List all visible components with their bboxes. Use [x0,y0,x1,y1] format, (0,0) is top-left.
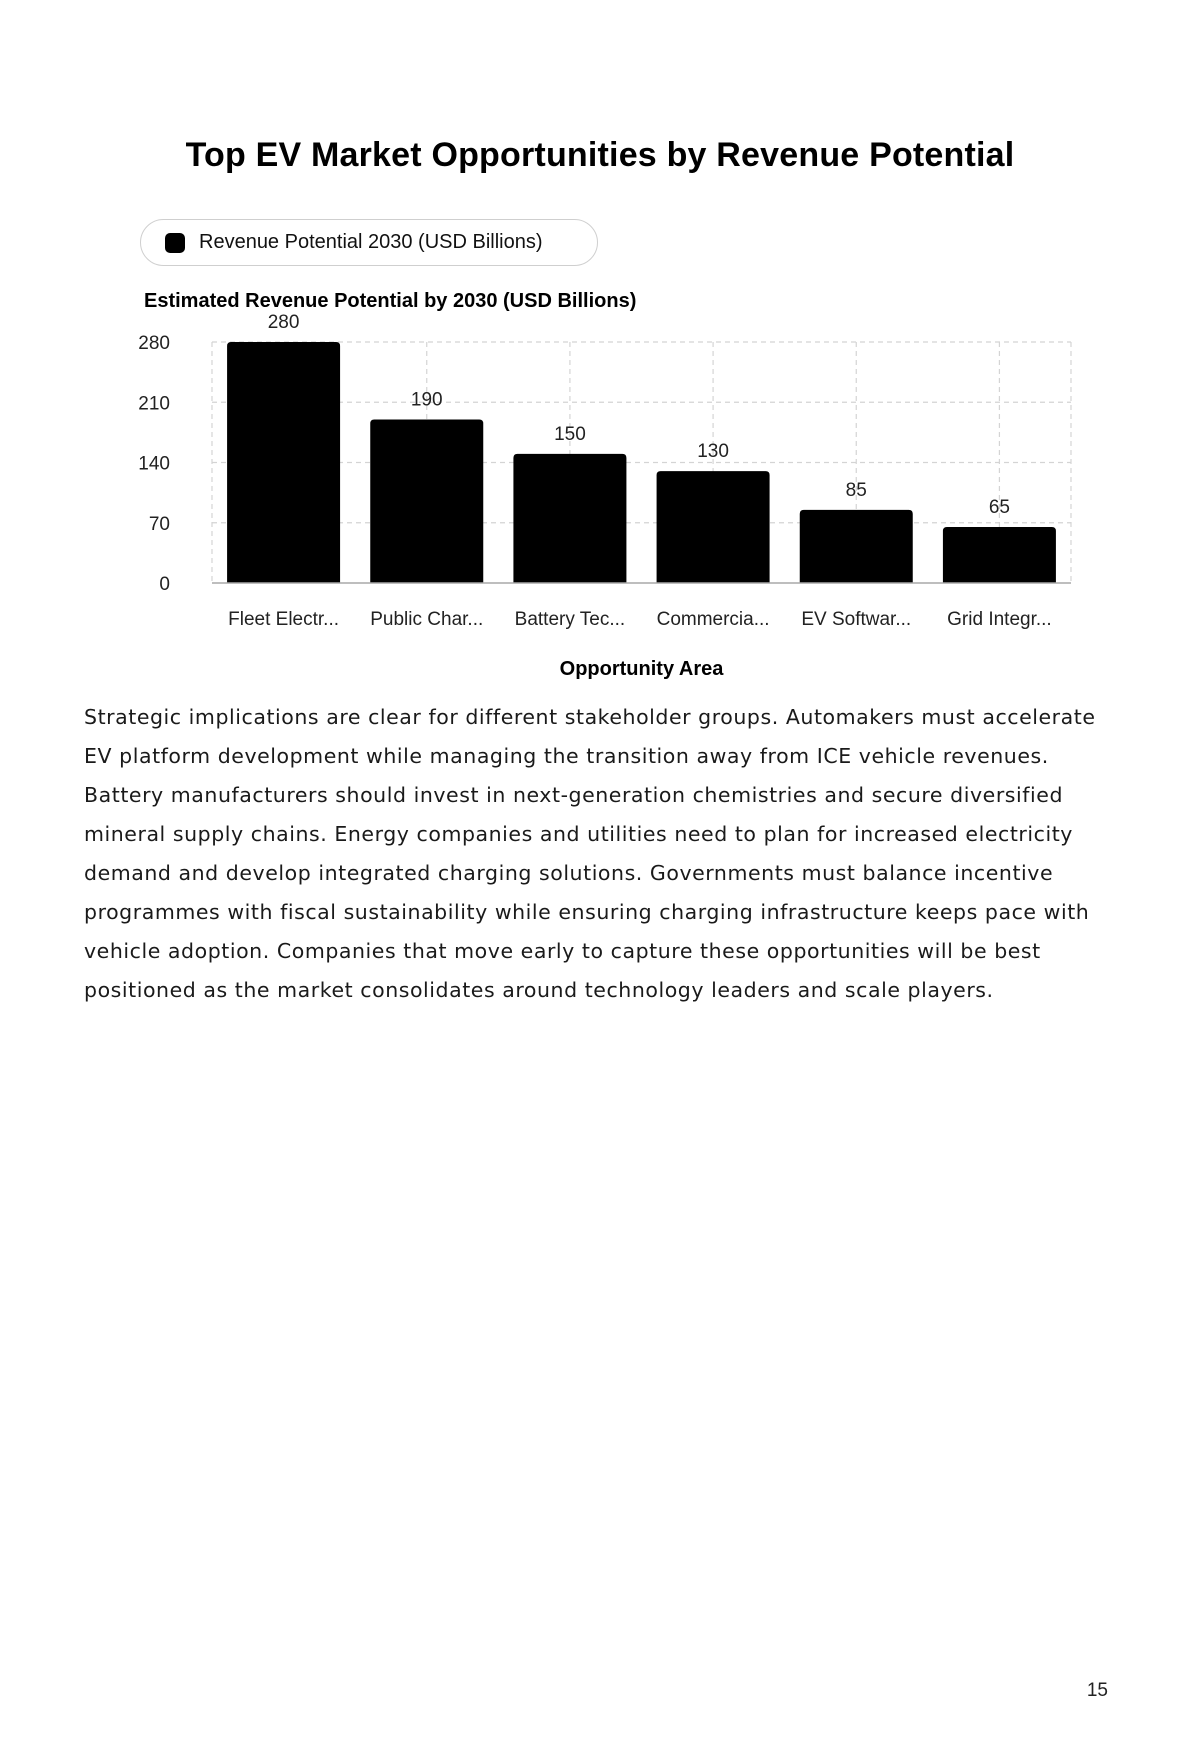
bar[interactable] [800,510,913,583]
body-paragraph: Strategic implications are clear for different stakeholder groups. Automakers must accelerate EV platform development while managing the transition away from ICE vehicle revenues. Battery manufacturers should invest in next-generation chemistries and secure diversified mineral supply chains. Energy companies and utilities need to plan for increased electricity demand and develop integrated charging solutions. Governments must balance incentive programmes with fiscal sustainability while ensuring charging infrastructure keeps pace with vehicle adoption. Companies that move early to capture these opportunities will be best positioned as the market consolidates around technology leaders and scale players. [84,705,1096,1002]
x-tick-label: Public Char... [370,609,484,630]
bar[interactable] [657,471,770,583]
legend-swatch [165,233,185,253]
data-label: 190 [410,389,443,411]
chart-container [0,280,1200,690]
x-tick-label: EV Softwar... [801,609,912,630]
x-tick-label: Battery Tec... [514,609,626,630]
legend-label: Revenue Potential 2030 (USD Billions) [199,231,543,253]
page-title: Top EV Market Opportunities by Revenue Potential [185,136,1015,174]
grid-layer [212,342,1071,583]
y-tick-label: 140 [138,453,170,475]
page-number: 15 [1086,1680,1108,1701]
data-label: 150 [554,423,586,445]
data-label: 280 [267,312,300,333]
bar[interactable] [370,419,483,583]
chart-legend[interactable] [140,219,598,266]
chart-title: Estimated Revenue Potential by 2030 (USD Billions) [144,290,637,312]
y-tick-label: 280 [138,333,170,354]
y-tick-label: 0 [159,574,170,595]
bar[interactable] [513,454,626,583]
data-label: 85 [845,479,867,501]
x-tick-label: Commercia... [656,609,770,630]
y-tick-label: 210 [138,393,170,415]
x-axis-title: Opportunity Area [559,658,724,680]
bar-chart [0,280,1200,690]
bar[interactable] [227,342,340,583]
bar[interactable] [943,527,1056,583]
data-label: 130 [697,441,729,463]
x-tick-label: Grid Integr... [947,609,1052,630]
data-label: 65 [988,497,1010,519]
x-tick-label: Fleet Electr... [228,609,340,630]
y-tick-label: 70 [148,513,170,535]
